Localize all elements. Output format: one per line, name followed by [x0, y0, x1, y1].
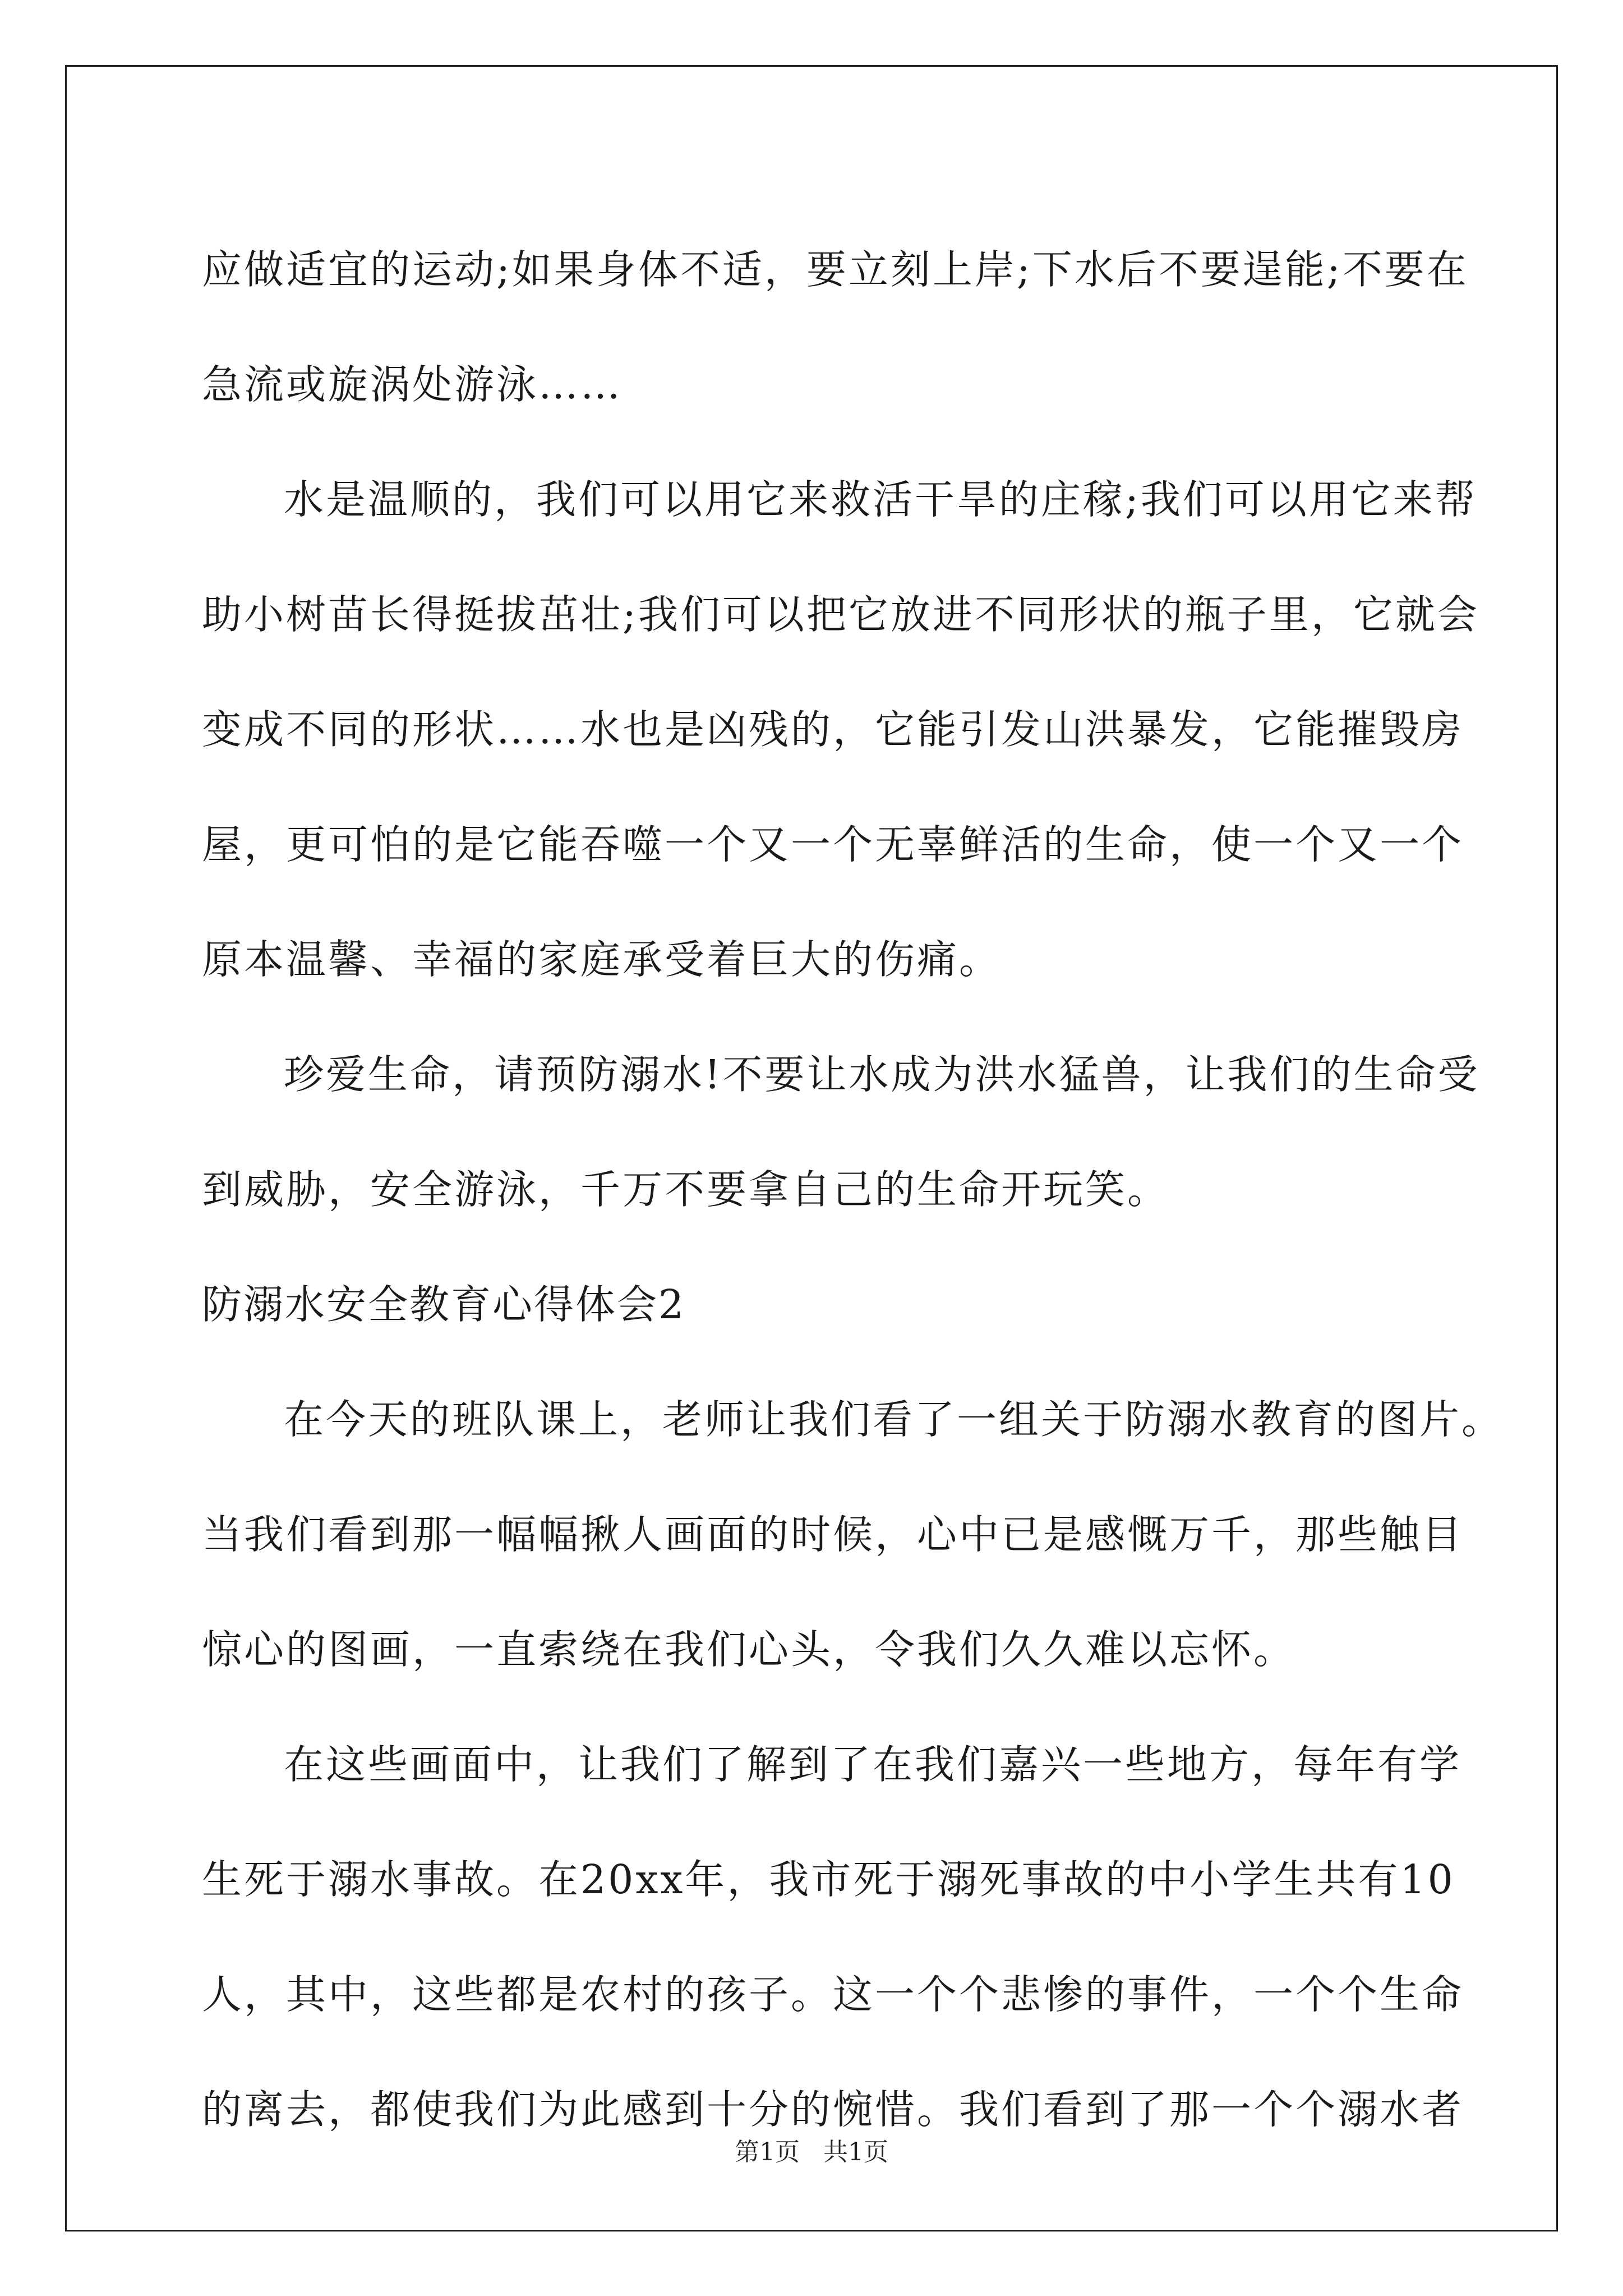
- text-line: 应做适宜的运动;如果身体不适，要立刻上岸;下水后不要逞能;不要在: [202, 246, 1469, 293]
- text-line: 急流或旋涡处游泳……: [202, 361, 623, 408]
- paragraph-start-line: 在这些画面中，让我们了解到了在我们嘉兴一些地方，每年有学: [284, 1741, 1462, 1788]
- text-line: 到威胁，安全游泳，千万不要拿自己的生命开玩笑。: [202, 1166, 1170, 1213]
- text-line: 变成不同的形状……水也是凶残的，它能引发山洪暴发，它能摧毁房: [202, 706, 1464, 753]
- paragraph-start-line: 水是温顺的，我们可以用它来救活干旱的庄稼;我们可以用它来帮: [284, 476, 1477, 523]
- document-body: [202, 212, 1504, 2167]
- text-line: 助小树苗长得挺拔茁壮;我们可以把它放进不同形状的瓶子里，它就会: [202, 591, 1479, 638]
- section-heading: 防溺水安全教育心得体会2: [202, 1281, 686, 1328]
- page-footer: 第1页 共1页: [735, 2138, 888, 2166]
- text-line: 当我们看到那一幅幅揪人画面的时候，心中已是感慨万千，那些触目: [202, 1511, 1464, 1558]
- paragraph-start-line: 在今天的班队课上，老师让我们看了一组关于防溺水教育的图片。: [284, 1396, 1504, 1443]
- text-line: 生死于溺水事故。在20xx年，我市死于溺死事故的中小学生共有10: [202, 1856, 1455, 1903]
- text-line: 的离去，都使我们为此感到十分的惋惜。我们看到了那一个个溺水者: [202, 2086, 1464, 2133]
- text-line: 原本温馨、幸福的家庭承受着巨大的伤痛。: [202, 936, 1002, 983]
- text-line: 惊心的图画，一直索绕在我们心头，令我们久久难以忘怀。: [202, 1626, 1296, 1673]
- text-line: 屋，更可怕的是它能吞噬一个又一个无辜鲜活的生命，使一个又一个: [202, 821, 1464, 868]
- text-line: 人，其中，这些都是农村的孩子。这一个个悲惨的事件，一个个生命: [202, 1971, 1464, 2018]
- paragraph-start-line: 珍爱生命，请预防溺水!不要让水成为洪水猛兽，让我们的生命受: [284, 1051, 1480, 1098]
